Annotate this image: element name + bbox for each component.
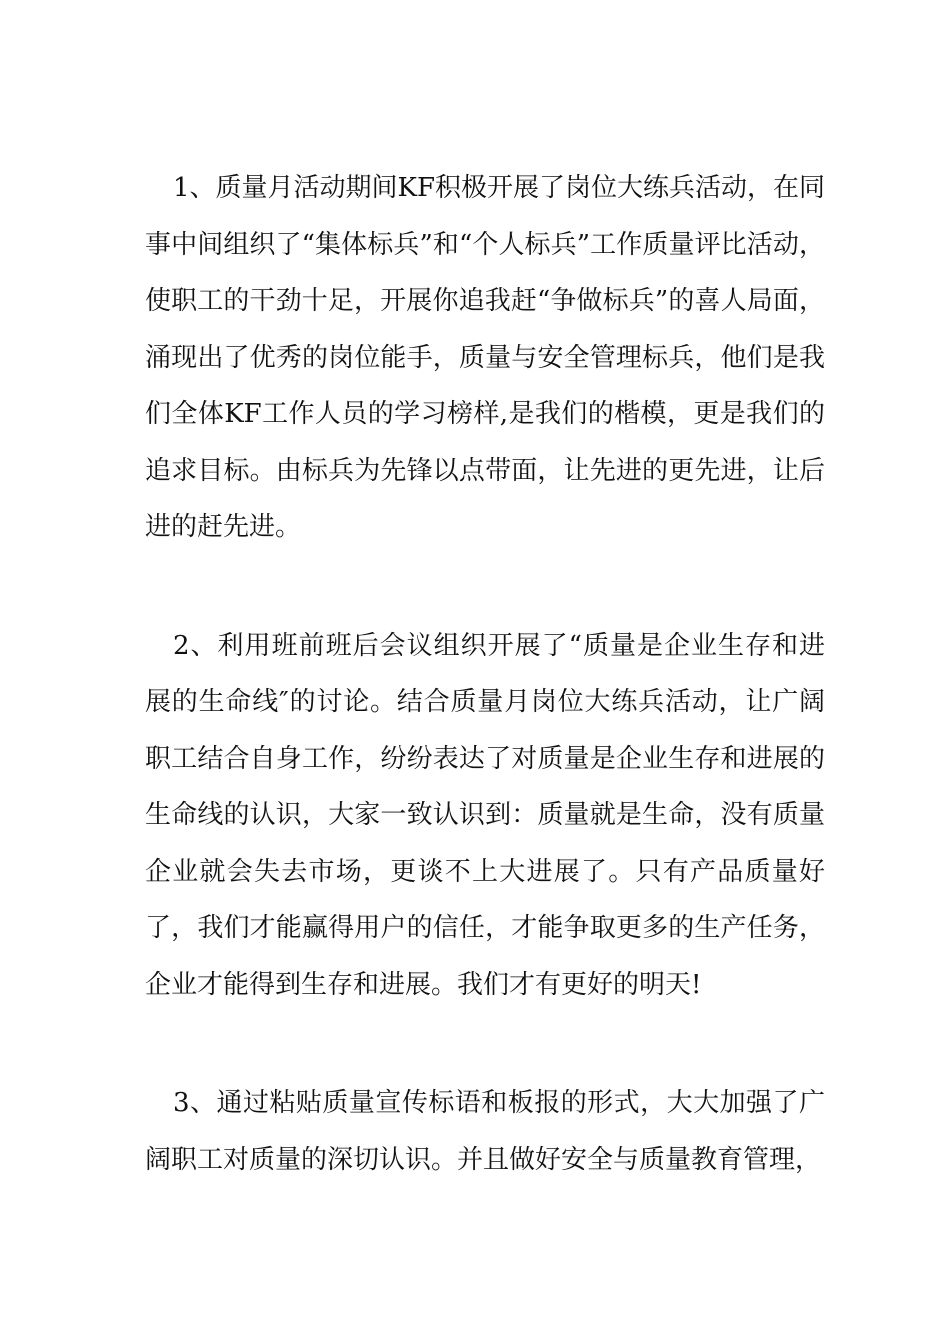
paragraph-3: 3、通过粘贴质量宣传标语和板报的形式，大大加强了广阔职工对质量的深切认识。并且做好安全与质量教育管理，: [145, 1088, 825, 1175]
paragraph-1: 1、质量月活动期间KF积极开展了岗位大练兵活动，在同事中间组织了“集体标兵”和“个人标兵”工作质量评比活动，使职工的干劲十足，开展你追我赶“争做标兵”的喜人局面，涌现出了优秀的岗位能手，质量与安全管理标兵，他们是我们全体KF工作人员的学习榜样,是我们的楷模，更是我们的追求目标。由标兵为先锋以点带面，让先进的更先进，让后进的赶先进。: [145, 173, 826, 542]
paragraph-2: 2、利用班前班后会议组织开展了“质量是企业生存和进展的生命线″的讨论。结合质量月岗位大练兵活动，让广阔职工结合自身工作，纷纷表达了对质量是企业生存和进展的生命线的认识，大家一致认识到：质量就是生命，没有质量企业就会失去市场，更谈不上大进展了。只有产品质量好了，我们才能赢得用户的信任，才能争取更多的生产任务，企业才能得到生存和进展。我们才有更好的明天!: [145, 630, 825, 1000]
document-body: [145, 160, 825, 1188]
